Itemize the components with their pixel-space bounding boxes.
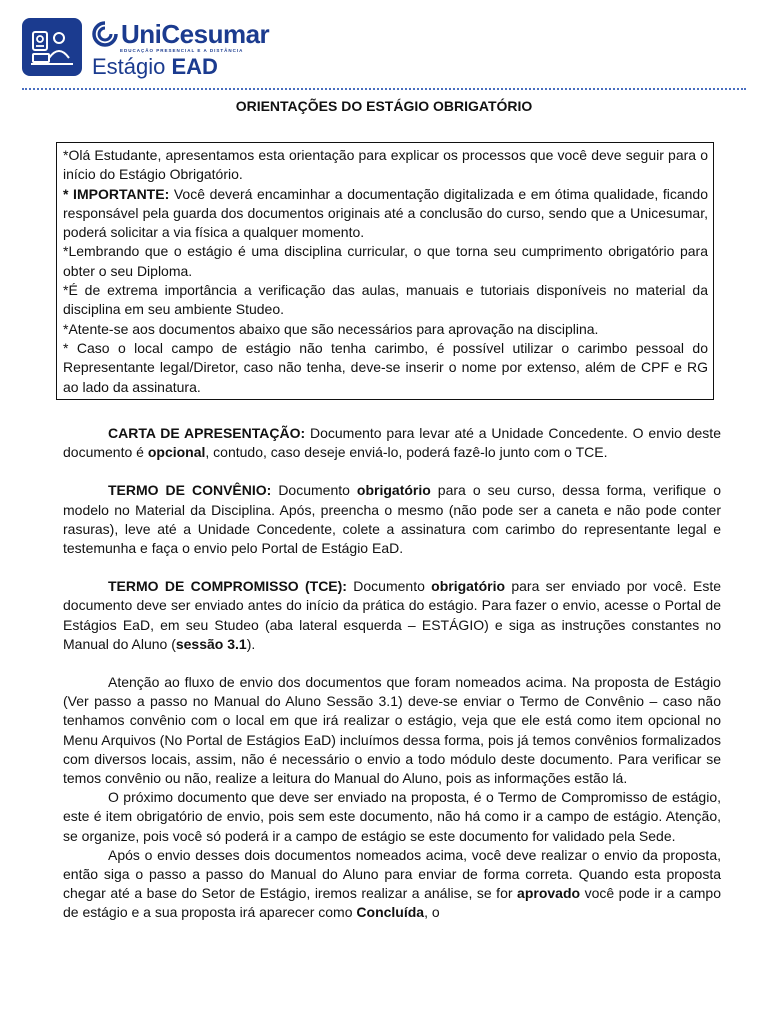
estagio-logo-icon bbox=[22, 18, 82, 76]
notice-p6: * Caso o local campo de estágio não tenha carimbo, é possível utilizar o carimbo pessoal do Representante legal/Diretor, caso não tenha, deve-se inserir o nome por extenso, além de CPF e RG ao lado da assinatura. bbox=[63, 339, 708, 395]
product-bold: EAD bbox=[171, 54, 218, 79]
section-carta bbox=[63, 424, 721, 462]
section-convenio bbox=[63, 481, 721, 558]
carta-bold-1: opcional bbox=[147, 444, 206, 461]
notice-p3: *Lembrando que o estágio é uma disciplina curricular, o que torna seu cumprimento obrigatório para obter o seu Diploma. bbox=[63, 243, 708, 279]
brand-name: UniCesumar bbox=[121, 19, 270, 49]
apos-bold-2: Concluída bbox=[356, 904, 425, 921]
header-divider bbox=[22, 88, 746, 90]
section-atencao: Atenção ao fluxo de envio dos documentos que foram nomeados acima. Na proposta de Estágio (Ver passo a passo no Manual do Aluno Sessão 3.1) deve-se enviar o Termo de Convênio – caso não tenhamos convênio com o local em que irá realizar o estágio, veja que ele está como item opcional no Menu Arquivos (No Portal de Estágios EaD) incluímos dessa forma, pois já temos convênios formalizados com diversos locais, assim, não é necessário o envio a todo módulo deste documento. Para verificar se temos convênio ou não, realize a leitura do Manual do Aluno, pois as informações estão lá. bbox=[63, 674, 721, 787]
notice-box bbox=[56, 142, 714, 400]
compromisso-bold-2: sessão 3.1 bbox=[175, 635, 247, 652]
apos-bold-1: aprovado bbox=[517, 885, 581, 902]
unicesumar-swirl-icon bbox=[92, 21, 118, 47]
page-header bbox=[0, 0, 768, 92]
notice-p2 bbox=[63, 185, 708, 243]
section-compromisso bbox=[63, 577, 721, 654]
convenio-text-1: Documento bbox=[271, 482, 357, 499]
section-proximo: O próximo documento que deve ser enviado na proposta, é o Termo de Compromisso de estágio, este é item obrigatório de envio, pois sem este documento, não há como ir a campo de estágio. Atenção, se organize, pois você só poderá ir a campo de estágio se este documento for validado pela Sede. bbox=[63, 789, 721, 844]
apos-text-2: você pode ir a campo de estágio e a sua proposta irá aparecer como bbox=[63, 885, 721, 921]
notice-p4: *É de extrema importância a verificação das aulas, manuais e tutoriais disponíveis no material da disciplina em seu ambiente Studeo. bbox=[63, 282, 708, 318]
carta-heading: CARTA DE APRESENTAÇÃO: bbox=[108, 425, 306, 441]
apos-text-1: Após o envio desses dois documentos nomeados acima, você deve realizar o envio da proposta, então siga o passo a passo do Manual do Aluno para enviar de forma correta. Quando esta proposta chegar até a base do Setor de Estágio, iremos realizar a análise, se for bbox=[63, 846, 721, 902]
brand-tagline: EDUCAÇÃO PRESENCIAL E A DISTÂNCIA bbox=[120, 48, 244, 53]
compromisso-heading: TERMO DE COMPROMISSO (TCE): bbox=[108, 578, 347, 595]
notice-important-label: * IMPORTANTE: bbox=[63, 185, 170, 202]
apos-text-3: , o bbox=[424, 904, 440, 921]
notice-p2-text: Você deverá encaminhar a documentação digitalizada e em ótima qualidade, ficando responsável pela guarda dos documentos originais até a conclusão do curso, sendo que a Unicesumar, poderá solicitar a via física a qualquer momento. bbox=[63, 185, 708, 241]
compromisso-text-1: Documento bbox=[346, 578, 432, 595]
product-prefix: Estágio bbox=[92, 54, 172, 79]
compromisso-text-2: para ser enviado por você. Este documento deve ser enviado antes do início da prática do estágio. Para fazer o envio, acesse o Portal de Estágios EaD, em seu Studeo (aba lateral esquerda – ESTÁGIO) e siga as instruções constantes no Manual do Aluno ( bbox=[63, 578, 721, 652]
notice-p1: *Olá Estudante, apresentamos esta orientação para explicar os processos que você deve seguir para o início do Estágio Obrigatório. bbox=[63, 147, 708, 183]
carta-text-1: Documento para levar até a Unidade Concedente. O envio deste documento é bbox=[63, 425, 721, 461]
product-name bbox=[92, 54, 218, 80]
notice-p5: *Atente-se aos documentos abaixo que são necessários para aprovação na disciplina. bbox=[63, 320, 599, 337]
convenio-bold-1: obrigatório bbox=[356, 482, 431, 499]
compromisso-text-3: ). bbox=[246, 635, 256, 652]
convenio-text-2: para o seu curso, dessa forma, verifique o modelo no Material da Disciplina. Após, preencha o mesmo (não pode ser a caneta e não pode conter rasuras), leve até a Unidade Concedente, colete a assinatura com carimbo do representante legal e testemunha e faça o envio pelo Portal de Estágio EaD. bbox=[63, 482, 722, 557]
document-body bbox=[63, 424, 721, 923]
compromisso-bold-1: obrigatório bbox=[431, 578, 506, 595]
section-apos bbox=[63, 846, 721, 923]
page-title: ORIENTAÇÕES DO ESTÁGIO OBRIGATÓRIO bbox=[235, 98, 533, 114]
convenio-heading: TERMO DE CONVÊNIO: bbox=[108, 482, 272, 499]
carta-text-2: , contudo, caso deseje enviá-lo, poderá fazê-lo junto com o TCE. bbox=[205, 444, 608, 461]
brand-logo bbox=[92, 20, 269, 48]
